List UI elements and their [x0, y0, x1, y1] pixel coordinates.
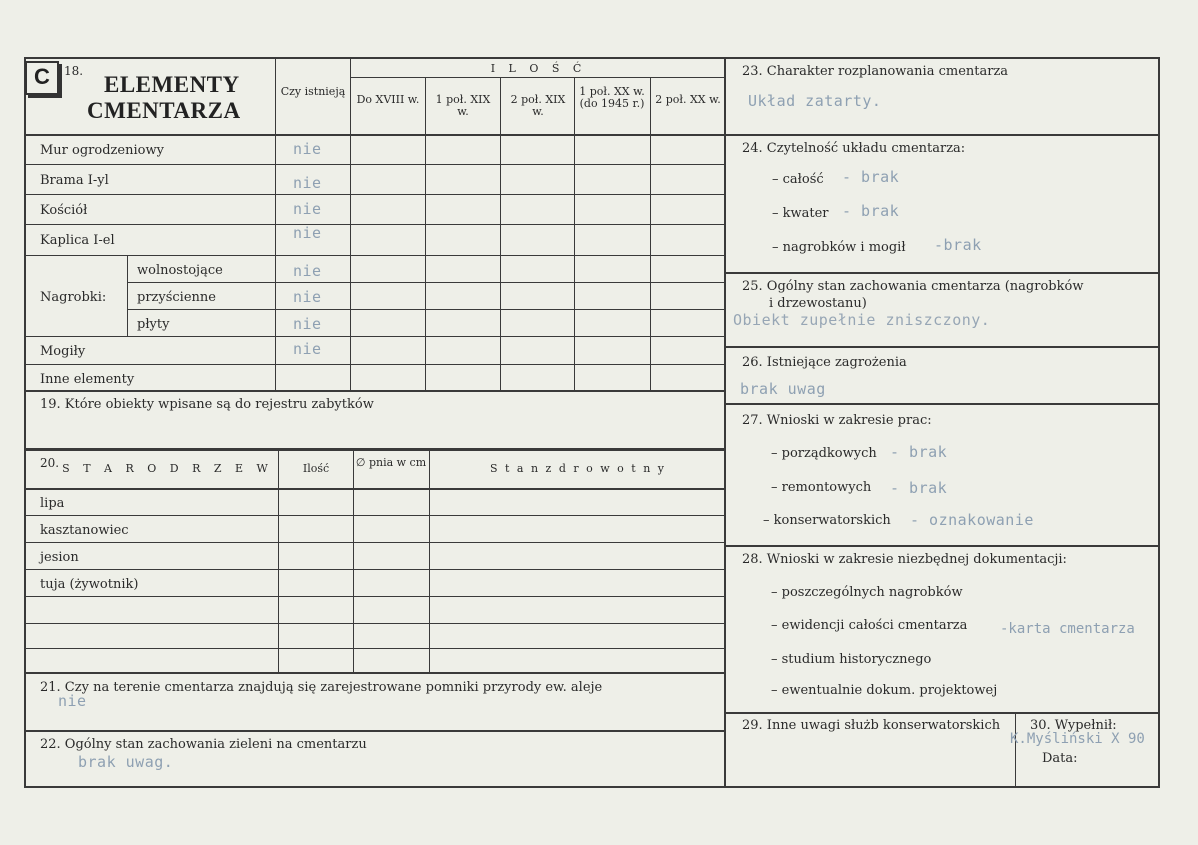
- section-27-item-label: – konserwatorskich: [763, 513, 891, 528]
- exists-header: Czy istnieją: [280, 85, 346, 98]
- element-row-label: Kaplica I-el: [40, 233, 115, 248]
- section-24-label: 24. Czytelność układu cmentarza:: [742, 141, 966, 156]
- tree-row-label: tuja (żywotnik): [40, 577, 139, 592]
- element-row-label: Brama I-yl: [40, 173, 109, 188]
- period-header: 2 poł. XX w.: [655, 93, 721, 106]
- section-24-item-label: – nagrobków i mogił: [772, 240, 906, 255]
- section-25-label-cont: i drzewostanu): [769, 296, 867, 311]
- form-letter-box: C: [25, 61, 59, 95]
- section-18-title-line2: CMENTARZA: [87, 98, 241, 123]
- element-row-label: płyty: [137, 317, 170, 332]
- health-header: S t a n z d r o w o t n y: [489, 462, 667, 475]
- section-25-label: 25. Ogólny stan zachowania cmentarza (nagrobków: [742, 279, 1084, 294]
- element-exists-value: nie: [293, 200, 322, 218]
- section-28-item-label: – studium historycznego: [771, 652, 932, 667]
- section-28-item-label: – ewidencji całości cmentarza: [771, 618, 968, 633]
- section-27-item-answer: - brak: [890, 479, 948, 497]
- element-exists-value: nie: [293, 174, 322, 192]
- section-27-label: 27. Wnioski w zakresie prac:: [742, 413, 932, 428]
- section-28-item-label: – poszczególnych nagrobków: [771, 585, 963, 600]
- element-row-label: Inne elementy: [40, 372, 135, 387]
- section-22-answer: brak uwag.: [78, 753, 174, 771]
- section-21-label: 21. Czy na terenie cmentarza znajdują się zarejestrowane pomniki przyrody ew. aleje: [40, 680, 603, 695]
- section-20-number: 20.: [40, 456, 60, 470]
- section-24-item-answer: -brak: [934, 236, 982, 254]
- period-header: 1 poł. XX w. (do 1945 r.): [579, 85, 645, 110]
- section-26-label: 26. Istniejące zagrożenia: [742, 355, 907, 370]
- section-27-item-label: – remontowych: [771, 480, 872, 495]
- element-row-label: wolnostojące: [137, 263, 223, 278]
- section-25-answer: Obiekt zupełnie zniszczony.: [733, 311, 991, 329]
- element-exists-value: nie: [293, 288, 322, 306]
- element-row-label: Mur ogrodzeniowy: [40, 143, 164, 158]
- diameter-label: pnia w cm: [368, 456, 427, 469]
- element-exists-value: nie: [293, 140, 322, 158]
- element-row-label: przyścienne: [137, 290, 216, 305]
- section-30-label: 30. Wypełnił:: [1030, 718, 1117, 733]
- section-26-answer: brak uwag: [740, 380, 826, 398]
- element-row-label: Kościół: [40, 203, 88, 218]
- section-28-item-answer: -karta cmentarza: [1000, 621, 1135, 637]
- section-19-label: 19. Które obiekty wpisane są do rejestru zabytków: [40, 397, 374, 412]
- period-header: 2 poł. XIX w.: [510, 93, 566, 118]
- section-18-number: 18.: [64, 64, 84, 78]
- element-exists-value: nie: [293, 224, 322, 242]
- nagrobki-label: Nagrobki:: [40, 290, 107, 305]
- section-27-item-answer: - oznakowanie: [910, 511, 1034, 529]
- element-exists-value: nie: [293, 340, 322, 358]
- section-24-item-answer: - brak: [842, 202, 900, 220]
- section-21-answer: nie: [58, 692, 87, 710]
- period-header: Do XVIII w.: [356, 93, 420, 106]
- section-30-date-label: Data:: [1042, 751, 1078, 766]
- section-23-label: 23. Charakter rozplanowania cmentarza: [742, 64, 1009, 79]
- section-24-item-label: – całość: [772, 172, 824, 187]
- quantity-header: I L O Ś Ć: [490, 62, 587, 75]
- section-23-answer: Układ zatarty.: [748, 92, 882, 110]
- section-18-title-line1: ELEMENTY: [104, 72, 240, 97]
- section-27-item-label: – porządkowych: [771, 446, 877, 461]
- period-header: 1 poł. XIX w.: [435, 93, 491, 118]
- tree-quantity-header: Ilość: [302, 462, 330, 475]
- tree-row-label: jesion: [40, 550, 79, 565]
- starodrzew-header: S T A R O D R Z E W: [62, 462, 273, 475]
- section-29-label: 29. Inne uwagi służb konserwatorskich: [742, 718, 1001, 733]
- diameter-icon: ∅: [355, 456, 366, 469]
- section-30-signature: K.Myśliński X 90: [1010, 731, 1145, 747]
- section-22-label: 22. Ogólny stan zachowania zieleni na cmentarzu: [40, 737, 367, 752]
- section-24-item-label: – kwater: [772, 206, 829, 221]
- element-exists-value: nie: [293, 262, 322, 280]
- section-24-item-answer: - brak: [842, 168, 900, 186]
- tree-row-label: lipa: [40, 496, 65, 511]
- section-27-item-answer: - brak: [890, 443, 948, 461]
- section-28-item-label: – ewentualnie dokum. projektowej: [771, 683, 998, 698]
- tree-row-label: kasztanowiec: [40, 523, 129, 538]
- element-exists-value: nie: [293, 315, 322, 333]
- diameter-header: [355, 457, 427, 469]
- element-row-label: Mogiły: [40, 344, 86, 359]
- section-28-label: 28. Wnioski w zakresie niezbędnej dokumentacji:: [742, 552, 1067, 567]
